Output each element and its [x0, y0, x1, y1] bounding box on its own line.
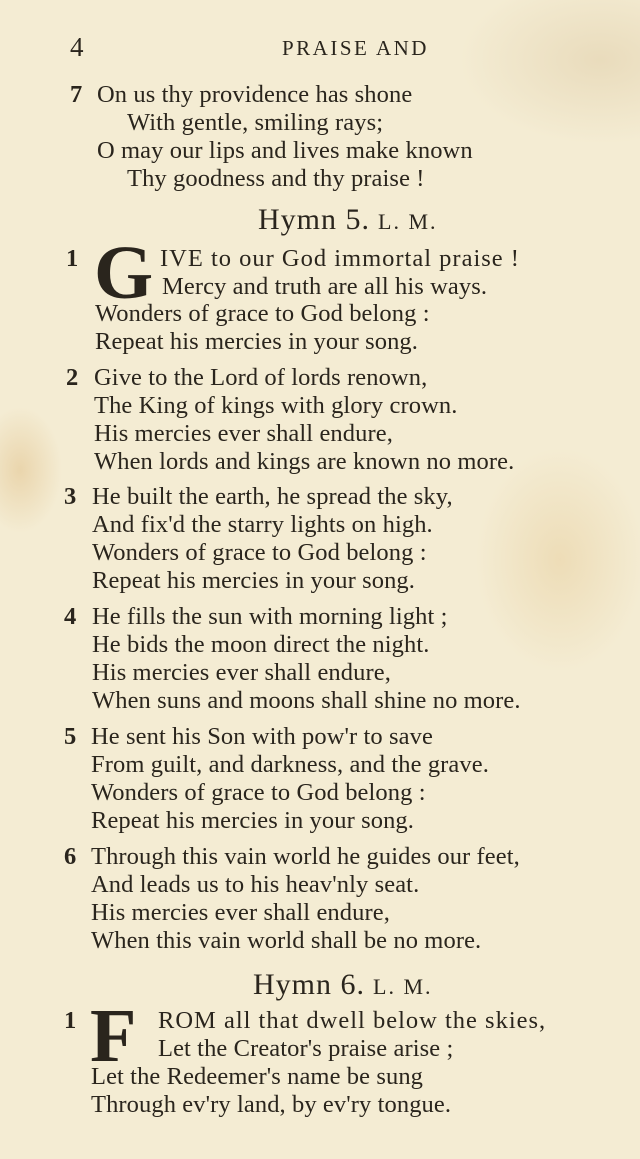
verse-line: Repeat his mercies in your song. — [91, 807, 414, 834]
stanza-number: 3 — [64, 483, 77, 510]
verse-line: Wonders of grace to God belong : — [91, 779, 426, 806]
verse-line: Repeat his mercies in your song. — [92, 567, 415, 594]
hymn-meter: L. M. — [378, 209, 438, 234]
verse-line: Wonders of grace to God belong : — [95, 300, 430, 327]
hymn-title — [253, 968, 433, 1004]
verse-line: He built the earth, he spread the sky, — [92, 483, 453, 510]
verse-line: And leads us to his heav'nly seat. — [91, 871, 420, 898]
verse-line: Repeat his mercies in your song. — [95, 328, 418, 355]
verse-line: IVE to our God immortal praise ! — [160, 245, 520, 272]
verse-line: And fix'd the starry lights on high. — [92, 511, 433, 538]
verse-line: When suns and moons shall shine no more. — [92, 687, 521, 714]
verse-line: His mercies ever shall endure, — [91, 899, 390, 926]
verse-line: His mercies ever shall endure, — [92, 659, 391, 686]
verse-line: The King of kings with glory crown. — [94, 392, 458, 419]
hymn-title-text: Hymn 6. — [253, 968, 365, 1001]
verse-line: On us thy providence has shone — [97, 81, 413, 108]
hymn-title-text: Hymn 5. — [258, 203, 370, 236]
verse-line: Give to the Lord of lords renown, — [94, 364, 428, 391]
hymn-title — [258, 203, 438, 239]
verse-line: Let the Redeemer's name be sung — [91, 1063, 424, 1090]
verse-line: From guilt, and darkness, and the grave. — [91, 751, 489, 778]
verse-line: O may our lips and lives make known — [97, 137, 473, 164]
stanza-number: 7 — [70, 81, 83, 108]
drop-cap: F — [90, 994, 137, 1078]
drop-cap: G — [94, 231, 154, 315]
stanza-number: 5 — [64, 723, 77, 750]
verse-line: When this vain world shall be no more. — [91, 927, 482, 954]
stanza-number: 1 — [66, 245, 79, 272]
stanza-number: 4 — [64, 603, 77, 630]
verse-line: His mercies ever shall endure, — [94, 420, 393, 447]
verse-line: Through ev'ry land, by ev'ry tongue. — [91, 1091, 452, 1118]
stanza-number: 2 — [66, 364, 79, 391]
verse-line: He sent his Son with pow'r to save — [91, 723, 433, 750]
verse-line: He fills the sun with morning light ; — [92, 603, 448, 630]
stanza-number: 6 — [64, 843, 77, 870]
verse-line: Wonders of grace to God belong : — [92, 539, 427, 566]
verse-line: When lords and kings are known no more. — [94, 448, 515, 475]
verse-line: Mercy and truth are all his ways. — [162, 273, 488, 300]
verse-line: ROM all that dwell below the skies, — [158, 1007, 547, 1034]
page-number: 4 — [70, 32, 84, 62]
verse-line: He bids the moon direct the night. — [92, 631, 430, 658]
stanza-number: 1 — [64, 1007, 77, 1034]
verse-line: Thy goodness and thy praise ! — [127, 165, 425, 192]
hymn-meter: L. M. — [373, 974, 433, 999]
verse-line: With gentle, smiling rays; — [127, 109, 384, 136]
verse-line: Through this vain world he guides our feet, — [91, 843, 520, 870]
running-title: PRAISE AND — [282, 36, 429, 60]
verse-line: Let the Creator's praise arise ; — [158, 1035, 454, 1062]
